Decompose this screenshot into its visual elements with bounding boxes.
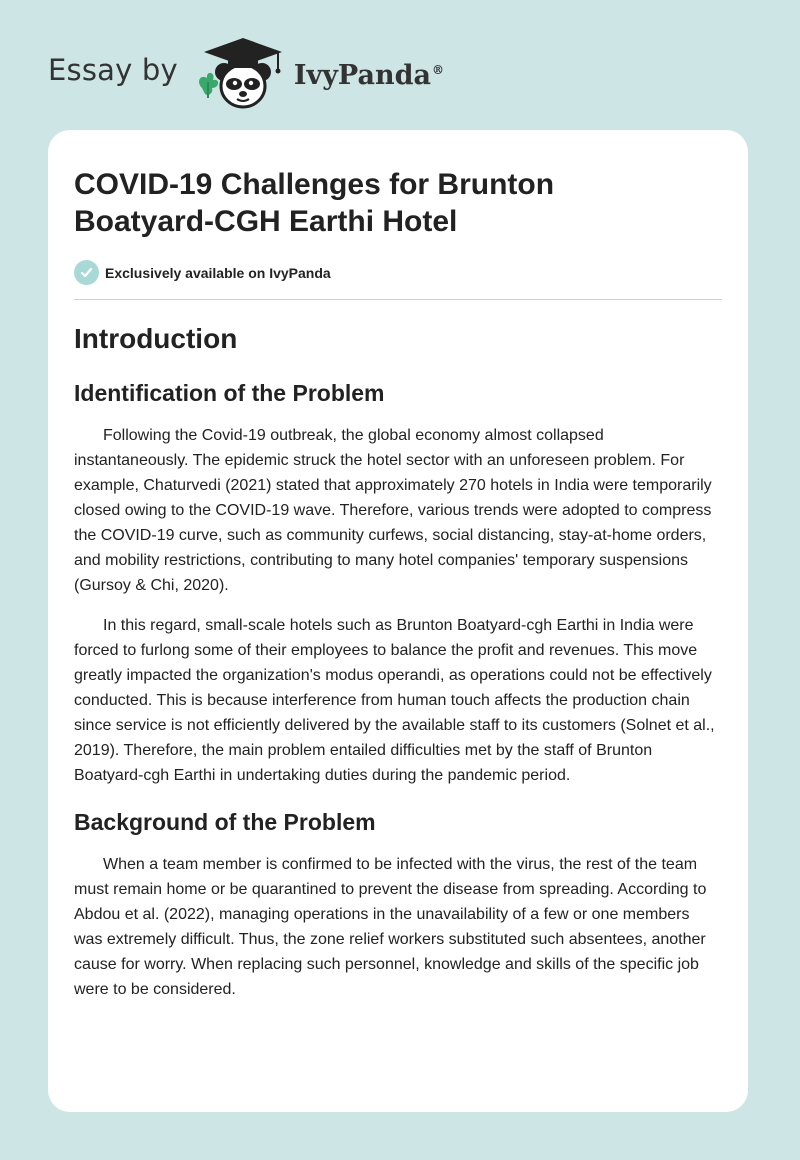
subheading-identification: Identification of the Problem [74, 380, 385, 406]
badge-text: Exclusively available on IvyPanda [105, 264, 331, 281]
essay-card [48, 130, 748, 1112]
paragraph: When a team member is confirmed to be infected with the virus, the rest of the team must remain home or be quarantined to prevent the disease from spreading. According to Abdou et al. (2022), managing operations in the unavailability of a few or one members was extremely difficult. Thus, the zone relief workers substituted such absentees, another cause for worry. When replacing such personnel, knowledge and skills of the specific job were to be considered. [74, 856, 707, 998]
check-icon [74, 260, 99, 285]
brand-label: IvyPanda [293, 59, 431, 91]
essay-by-label: Essay by [48, 53, 178, 87]
section-heading-introduction: Introduction [74, 323, 238, 354]
trademark-symbol: ® [431, 62, 444, 77]
page-title: COVID-19 Challenges for Brunton Boatyard-CGH Earthi Hotel [74, 168, 555, 238]
paragraph: Following the Covid-19 outbreak, the global economy almost collapsed instantaneously. The epidemic struck the hotel sector with an unforeseen problem. For example, Chaturvedi (2021) stated that approximately 270 hotels in India were temporarily closed owing to the COVID-19 wave. Therefore, various trends were adopted to compress the COVID-19 curve, such as community curfews, social distancing, stay-at-home orders, and mobility restrictions, contributing to many hotel companies' temporary suspensions (Gursoy & Chi, 2020). [74, 427, 712, 594]
ivypanda-logo-icon[interactable] [194, 36, 290, 112]
brand-name[interactable] [294, 60, 444, 91]
subheading-background: Background of the Problem [74, 809, 376, 835]
paragraph: In this regard, small-scale hotels such as Brunton Boatyard-cgh Earthi in India were forced to furlong some of their employees to balance the profit and revenues. This move greatly impacted the organization's modus operandi, as operations could not be effectively conducted. This is because interference from human touch affects the production chain since service is not efficiently delivered by the available staff to its customers (Solnet et al., 2019). Therefore, the main problem entailed difficulties met by the staff of Brunton Boatyard-cgh Earthi in undertaking duties during the pandemic period. [74, 617, 715, 784]
site-header [48, 34, 444, 114]
exclusive-badge [74, 260, 722, 300]
